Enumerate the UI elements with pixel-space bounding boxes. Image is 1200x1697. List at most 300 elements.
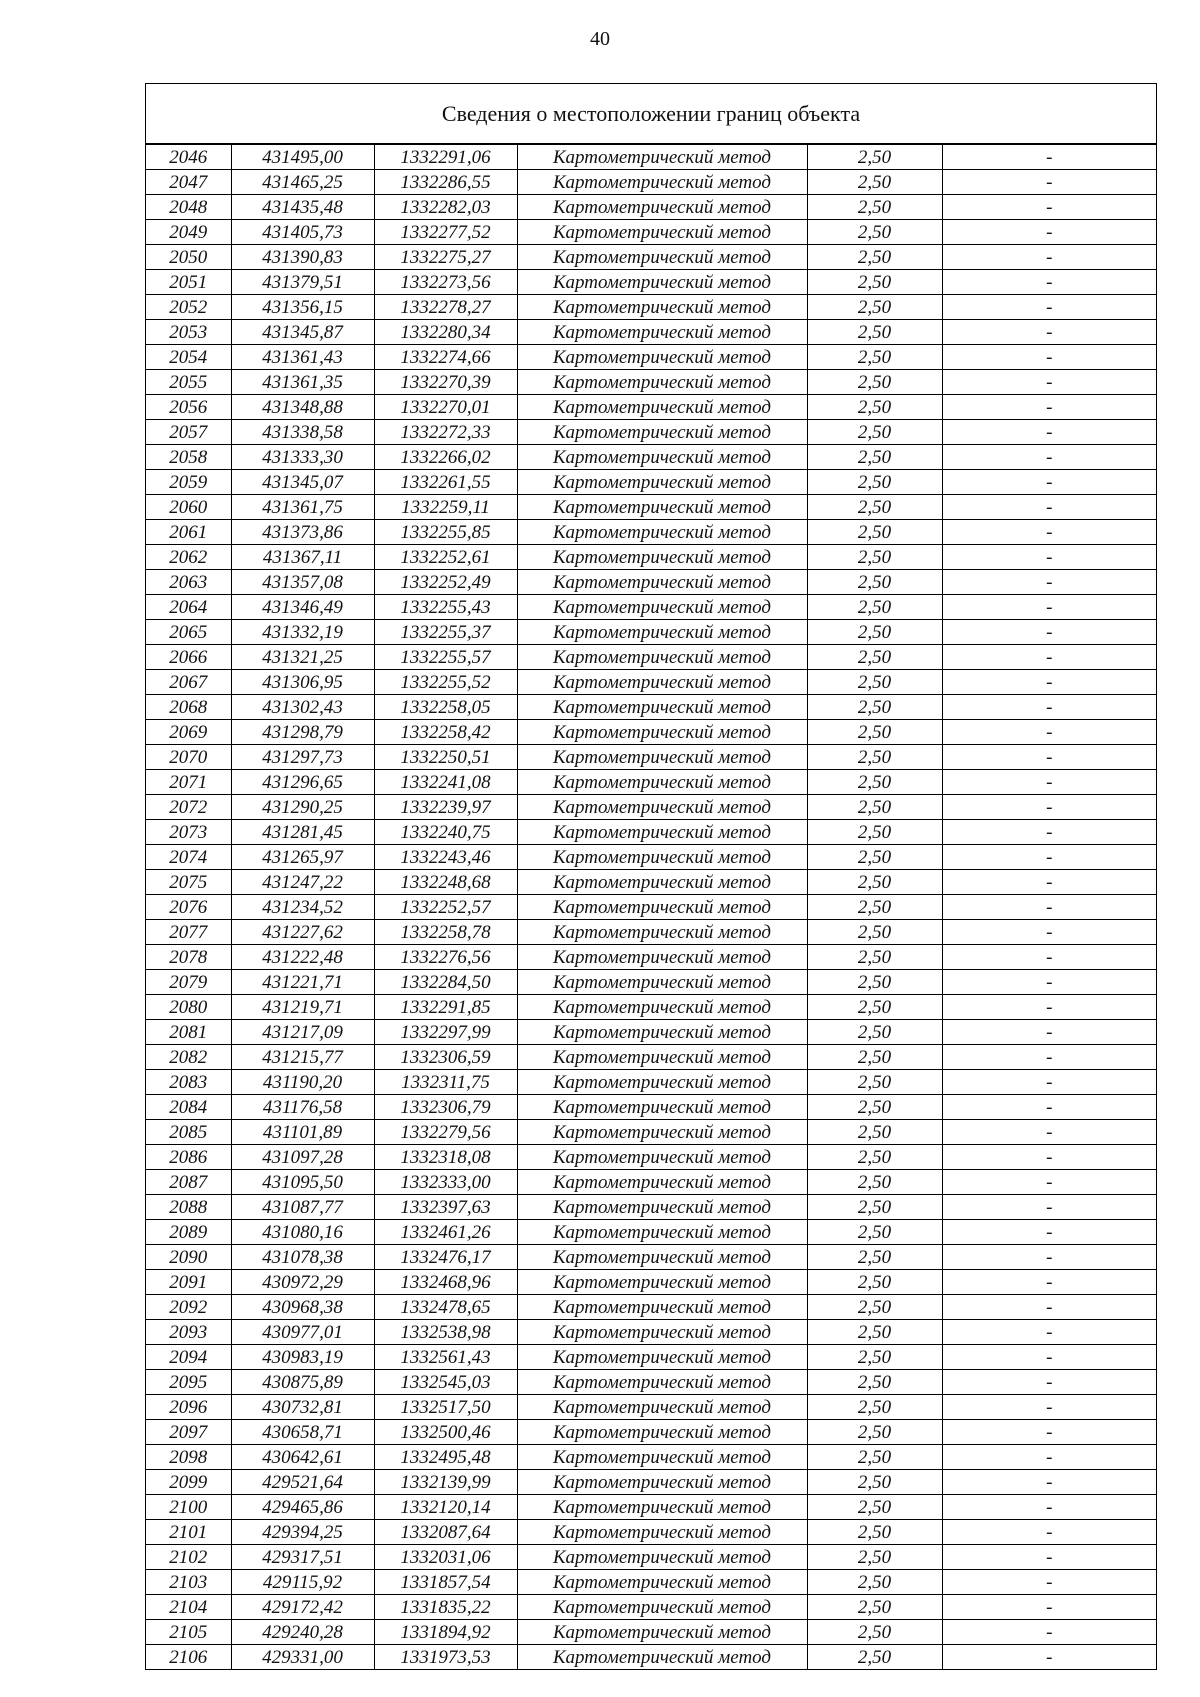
method-cell: Картометрический метод [517,1495,807,1520]
accuracy-cell: 2,50 [807,495,942,520]
description-cell: - [942,720,1156,745]
y-coordinate-cell: 1332561,43 [374,1345,517,1370]
description-cell: - [942,745,1156,770]
description-cell: - [942,1470,1156,1495]
description-cell: - [942,445,1156,470]
table-row [146,1170,1156,1195]
x-coordinate-cell: 430968,38 [231,1295,374,1320]
y-coordinate-cell: 1332259,11 [374,495,517,520]
method-cell: Картометрический метод [517,195,807,220]
point-number-cell: 2071 [146,770,231,795]
table-row [146,645,1156,670]
method-cell: Картометрический метод [517,420,807,445]
point-number-cell: 2085 [146,1120,231,1145]
y-coordinate-cell: 1332282,03 [374,195,517,220]
description-cell: - [942,270,1156,295]
accuracy-cell: 2,50 [807,895,942,920]
point-number-cell: 2079 [146,970,231,995]
table-row [146,1445,1156,1470]
description-cell: - [942,945,1156,970]
y-coordinate-cell: 1331894,92 [374,1620,517,1645]
point-number-cell: 2090 [146,1245,231,1270]
method-cell: Картометрический метод [517,1170,807,1195]
point-number-cell: 2094 [146,1345,231,1370]
y-coordinate-cell: 1332120,14 [374,1495,517,1520]
table-row [146,1270,1156,1295]
point-number-cell: 2093 [146,1320,231,1345]
x-coordinate-cell: 431435,48 [231,195,374,220]
accuracy-cell: 2,50 [807,1370,942,1395]
x-coordinate-cell: 431302,43 [231,695,374,720]
description-cell: - [942,1595,1156,1620]
x-coordinate-cell: 431281,45 [231,820,374,845]
y-coordinate-cell: 1332478,65 [374,1295,517,1320]
method-cell: Картометрический метод [517,1420,807,1445]
table-row [146,920,1156,945]
table-row [146,145,1156,170]
accuracy-cell: 2,50 [807,345,942,370]
accuracy-cell: 2,50 [807,770,942,795]
description-cell: - [942,1370,1156,1395]
table-row [146,1545,1156,1570]
description-cell: - [942,495,1156,520]
x-coordinate-cell: 431215,77 [231,1045,374,1070]
accuracy-cell: 2,50 [807,1195,942,1220]
y-coordinate-cell: 1332297,99 [374,1020,517,1045]
table-row [146,1295,1156,1320]
x-coordinate-cell: 431465,25 [231,170,374,195]
method-cell: Картометрический метод [517,1270,807,1295]
x-coordinate-cell: 430972,29 [231,1270,374,1295]
description-cell: - [942,1170,1156,1195]
x-coordinate-cell: 431338,58 [231,420,374,445]
point-number-cell: 2095 [146,1370,231,1395]
table-row [146,820,1156,845]
method-cell: Картометрический метод [517,1120,807,1145]
method-cell: Картометрический метод [517,570,807,595]
description-cell: - [942,820,1156,845]
point-number-cell: 2064 [146,595,231,620]
table-row [146,1145,1156,1170]
x-coordinate-cell: 431348,88 [231,395,374,420]
table-row [146,1620,1156,1645]
method-cell: Картометрический метод [517,545,807,570]
accuracy-cell: 2,50 [807,245,942,270]
method-cell: Картометрический метод [517,1095,807,1120]
method-cell: Картометрический метод [517,1045,807,1070]
accuracy-cell: 2,50 [807,945,942,970]
boundary-points-table [146,145,1156,1669]
point-number-cell: 2047 [146,170,231,195]
method-cell: Картометрический метод [517,870,807,895]
y-coordinate-cell: 1332500,46 [374,1420,517,1445]
description-cell: - [942,770,1156,795]
method-cell: Картометрический метод [517,1195,807,1220]
x-coordinate-cell: 430642,61 [231,1445,374,1470]
y-coordinate-cell: 1332318,08 [374,1145,517,1170]
point-number-cell: 2099 [146,1470,231,1495]
table-row [146,420,1156,445]
method-cell: Картометрический метод [517,995,807,1020]
point-number-cell: 2051 [146,270,231,295]
x-coordinate-cell: 431227,62 [231,920,374,945]
point-number-cell: 2053 [146,320,231,345]
accuracy-cell: 2,50 [807,1020,942,1045]
table-row [146,1020,1156,1045]
x-coordinate-cell: 430875,89 [231,1370,374,1395]
x-coordinate-cell: 431333,30 [231,445,374,470]
point-number-cell: 2101 [146,1520,231,1545]
method-cell: Картометрический метод [517,595,807,620]
method-cell: Картометрический метод [517,1295,807,1320]
description-cell: - [942,1220,1156,1245]
method-cell: Картометрический метод [517,1445,807,1470]
accuracy-cell: 2,50 [807,395,942,420]
description-cell: - [942,1095,1156,1120]
x-coordinate-cell: 431361,35 [231,370,374,395]
accuracy-cell: 2,50 [807,195,942,220]
x-coordinate-cell: 429115,92 [231,1570,374,1595]
table-row [146,1070,1156,1095]
y-coordinate-cell: 1332255,43 [374,595,517,620]
x-coordinate-cell: 429465,86 [231,1495,374,1520]
table-row [146,1220,1156,1245]
accuracy-cell: 2,50 [807,1120,942,1145]
x-coordinate-cell: 431290,25 [231,795,374,820]
accuracy-cell: 2,50 [807,1620,942,1645]
accuracy-cell: 2,50 [807,1270,942,1295]
table-row [146,1370,1156,1395]
point-number-cell: 2076 [146,895,231,920]
x-coordinate-cell: 431219,71 [231,995,374,1020]
method-cell: Картометрический метод [517,370,807,395]
y-coordinate-cell: 1332280,34 [374,320,517,345]
table-body [146,145,1156,1669]
y-coordinate-cell: 1332258,05 [374,695,517,720]
y-coordinate-cell: 1332255,52 [374,670,517,695]
accuracy-cell: 2,50 [807,1395,942,1420]
method-cell: Картометрический метод [517,1595,807,1620]
y-coordinate-cell: 1332252,49 [374,570,517,595]
accuracy-cell: 2,50 [807,1495,942,1520]
point-number-cell: 2058 [146,445,231,470]
y-coordinate-cell: 1332240,75 [374,820,517,845]
x-coordinate-cell: 429331,00 [231,1645,374,1670]
description-cell: - [942,1070,1156,1095]
description-cell: - [942,695,1156,720]
accuracy-cell: 2,50 [807,170,942,195]
accuracy-cell: 2,50 [807,1295,942,1320]
description-cell: - [942,620,1156,645]
y-coordinate-cell: 1332272,33 [374,420,517,445]
x-coordinate-cell: 431265,97 [231,845,374,870]
x-coordinate-cell: 431217,09 [231,1020,374,1045]
y-coordinate-cell: 1332031,06 [374,1545,517,1570]
point-number-cell: 2088 [146,1195,231,1220]
y-coordinate-cell: 1332545,03 [374,1370,517,1395]
table-row [146,1595,1156,1620]
y-coordinate-cell: 1331857,54 [374,1570,517,1595]
x-coordinate-cell: 431080,16 [231,1220,374,1245]
method-cell: Картометрический метод [517,1545,807,1570]
x-coordinate-cell: 431298,79 [231,720,374,745]
method-cell: Картометрический метод [517,320,807,345]
accuracy-cell: 2,50 [807,270,942,295]
y-coordinate-cell: 1332270,01 [374,395,517,420]
description-cell: - [942,1120,1156,1145]
description-cell: - [942,545,1156,570]
method-cell: Картометрический метод [517,695,807,720]
method-cell: Картометрический метод [517,145,807,170]
accuracy-cell: 2,50 [807,320,942,345]
point-number-cell: 2054 [146,345,231,370]
method-cell: Картометрический метод [517,170,807,195]
table-row [146,520,1156,545]
description-cell: - [942,295,1156,320]
point-number-cell: 2086 [146,1145,231,1170]
table-row [146,295,1156,320]
description-cell: - [942,1520,1156,1545]
x-coordinate-cell: 431361,43 [231,345,374,370]
y-coordinate-cell: 1332476,17 [374,1245,517,1270]
method-cell: Картометрический метод [517,295,807,320]
y-coordinate-cell: 1332278,27 [374,295,517,320]
accuracy-cell: 2,50 [807,1245,942,1270]
accuracy-cell: 2,50 [807,570,942,595]
table-row [146,1095,1156,1120]
y-coordinate-cell: 1332468,96 [374,1270,517,1295]
table-row [146,995,1156,1020]
table-row [146,345,1156,370]
accuracy-cell: 2,50 [807,295,942,320]
accuracy-cell: 2,50 [807,420,942,445]
table-row [146,1395,1156,1420]
accuracy-cell: 2,50 [807,645,942,670]
table-row [146,870,1156,895]
description-cell: - [942,1345,1156,1370]
point-number-cell: 2097 [146,1420,231,1445]
method-cell: Картометрический метод [517,970,807,995]
y-coordinate-cell: 1332538,98 [374,1320,517,1345]
description-cell: - [942,870,1156,895]
accuracy-cell: 2,50 [807,445,942,470]
accuracy-cell: 2,50 [807,995,942,1020]
description-cell: - [942,895,1156,920]
method-cell: Картометрический метод [517,920,807,945]
description-cell: - [942,520,1156,545]
y-coordinate-cell: 1332273,56 [374,270,517,295]
table-row [146,845,1156,870]
x-coordinate-cell: 431087,77 [231,1195,374,1220]
table-row [146,170,1156,195]
description-cell: - [942,245,1156,270]
method-cell: Картометрический метод [517,520,807,545]
accuracy-cell: 2,50 [807,1470,942,1495]
accuracy-cell: 2,50 [807,1220,942,1245]
y-coordinate-cell: 1332255,57 [374,645,517,670]
accuracy-cell: 2,50 [807,820,942,845]
method-cell: Картометрический метод [517,1645,807,1670]
point-number-cell: 2072 [146,795,231,820]
x-coordinate-cell: 431495,00 [231,145,374,170]
accuracy-cell: 2,50 [807,1145,942,1170]
table-row [146,320,1156,345]
description-cell: - [942,1320,1156,1345]
point-number-cell: 2073 [146,820,231,845]
x-coordinate-cell: 431247,22 [231,870,374,895]
point-number-cell: 2046 [146,145,231,170]
point-number-cell: 2105 [146,1620,231,1645]
accuracy-cell: 2,50 [807,1345,942,1370]
page-number: 40 [590,28,610,50]
boundary-table-frame [145,83,1157,1670]
x-coordinate-cell: 430977,01 [231,1320,374,1345]
accuracy-cell: 2,50 [807,595,942,620]
y-coordinate-cell: 1332255,37 [374,620,517,645]
accuracy-cell: 2,50 [807,1320,942,1345]
y-coordinate-cell: 1332286,55 [374,170,517,195]
table-row [146,770,1156,795]
y-coordinate-cell: 1332517,50 [374,1395,517,1420]
y-coordinate-cell: 1332306,79 [374,1095,517,1120]
y-coordinate-cell: 1332333,00 [374,1170,517,1195]
accuracy-cell: 2,50 [807,970,942,995]
description-cell: - [942,1245,1156,1270]
x-coordinate-cell: 431097,28 [231,1145,374,1170]
table-row [146,1320,1156,1345]
point-number-cell: 2075 [146,870,231,895]
method-cell: Картометрический метод [517,395,807,420]
table-row [146,1470,1156,1495]
description-cell: - [942,795,1156,820]
accuracy-cell: 2,50 [807,370,942,395]
y-coordinate-cell: 1332276,56 [374,945,517,970]
y-coordinate-cell: 1332250,51 [374,745,517,770]
method-cell: Картометрический метод [517,1070,807,1095]
y-coordinate-cell: 1332311,75 [374,1070,517,1095]
description-cell: - [942,1195,1156,1220]
description-cell: - [942,995,1156,1020]
x-coordinate-cell: 430658,71 [231,1420,374,1445]
description-cell: - [942,970,1156,995]
method-cell: Картометрический метод [517,845,807,870]
description-cell: - [942,1045,1156,1070]
table-row [146,245,1156,270]
x-coordinate-cell: 431222,48 [231,945,374,970]
description-cell: - [942,220,1156,245]
method-cell: Картометрический метод [517,645,807,670]
y-coordinate-cell: 1332495,48 [374,1445,517,1470]
x-coordinate-cell: 430983,19 [231,1345,374,1370]
point-number-cell: 2102 [146,1545,231,1570]
accuracy-cell: 2,50 [807,870,942,895]
x-coordinate-cell: 431297,73 [231,745,374,770]
table-row [146,1345,1156,1370]
point-number-cell: 2078 [146,945,231,970]
accuracy-cell: 2,50 [807,1545,942,1570]
table-row [146,270,1156,295]
method-cell: Картометрический метод [517,1345,807,1370]
y-coordinate-cell: 1332243,46 [374,845,517,870]
accuracy-cell: 2,50 [807,1445,942,1470]
y-coordinate-cell: 1332291,06 [374,145,517,170]
description-cell: - [942,670,1156,695]
x-coordinate-cell: 431234,52 [231,895,374,920]
table-title: Сведения о местоположении границ объекта [146,84,1156,145]
point-number-cell: 2056 [146,395,231,420]
description-cell: - [942,1420,1156,1445]
point-number-cell: 2052 [146,295,231,320]
x-coordinate-cell: 431332,19 [231,620,374,645]
y-coordinate-cell: 1332284,50 [374,970,517,995]
method-cell: Картометрический метод [517,1220,807,1245]
table-row [146,970,1156,995]
point-number-cell: 2068 [146,695,231,720]
point-number-cell: 2067 [146,670,231,695]
x-coordinate-cell: 431361,75 [231,495,374,520]
x-coordinate-cell: 431221,71 [231,970,374,995]
accuracy-cell: 2,50 [807,1645,942,1670]
table-row [146,195,1156,220]
point-number-cell: 2074 [146,845,231,870]
x-coordinate-cell: 429317,51 [231,1545,374,1570]
y-coordinate-cell: 1332291,85 [374,995,517,1020]
point-number-cell: 2050 [146,245,231,270]
y-coordinate-cell: 1332274,66 [374,345,517,370]
x-coordinate-cell: 431078,38 [231,1245,374,1270]
accuracy-cell: 2,50 [807,920,942,945]
table-row [146,370,1156,395]
method-cell: Картометрический метод [517,445,807,470]
accuracy-cell: 2,50 [807,745,942,770]
y-coordinate-cell: 1332461,26 [374,1220,517,1245]
point-number-cell: 2098 [146,1445,231,1470]
point-number-cell: 2089 [146,1220,231,1245]
y-coordinate-cell: 1332139,99 [374,1470,517,1495]
x-coordinate-cell: 431345,07 [231,470,374,495]
table-row [146,470,1156,495]
point-number-cell: 2049 [146,220,231,245]
point-number-cell: 2077 [146,920,231,945]
x-coordinate-cell: 431390,83 [231,245,374,270]
method-cell: Картометрический метод [517,220,807,245]
accuracy-cell: 2,50 [807,1595,942,1620]
x-coordinate-cell: 429240,28 [231,1620,374,1645]
point-number-cell: 2063 [146,570,231,595]
method-cell: Картометрический метод [517,620,807,645]
x-coordinate-cell: 431379,51 [231,270,374,295]
point-number-cell: 2083 [146,1070,231,1095]
description-cell: - [942,1295,1156,1320]
accuracy-cell: 2,50 [807,1045,942,1070]
description-cell: - [942,920,1156,945]
accuracy-cell: 2,50 [807,1520,942,1545]
y-coordinate-cell: 1332275,27 [374,245,517,270]
method-cell: Картометрический метод [517,745,807,770]
method-cell: Картометрический метод [517,1245,807,1270]
method-cell: Картометрический метод [517,1145,807,1170]
method-cell: Картометрический метод [517,1370,807,1395]
description-cell: - [942,570,1156,595]
description-cell: - [942,1445,1156,1470]
y-coordinate-cell: 1332266,02 [374,445,517,470]
y-coordinate-cell: 1332087,64 [374,1520,517,1545]
x-coordinate-cell: 431373,86 [231,520,374,545]
accuracy-cell: 2,50 [807,220,942,245]
table-row [146,1045,1156,1070]
table-row [146,1245,1156,1270]
description-cell: - [942,195,1156,220]
